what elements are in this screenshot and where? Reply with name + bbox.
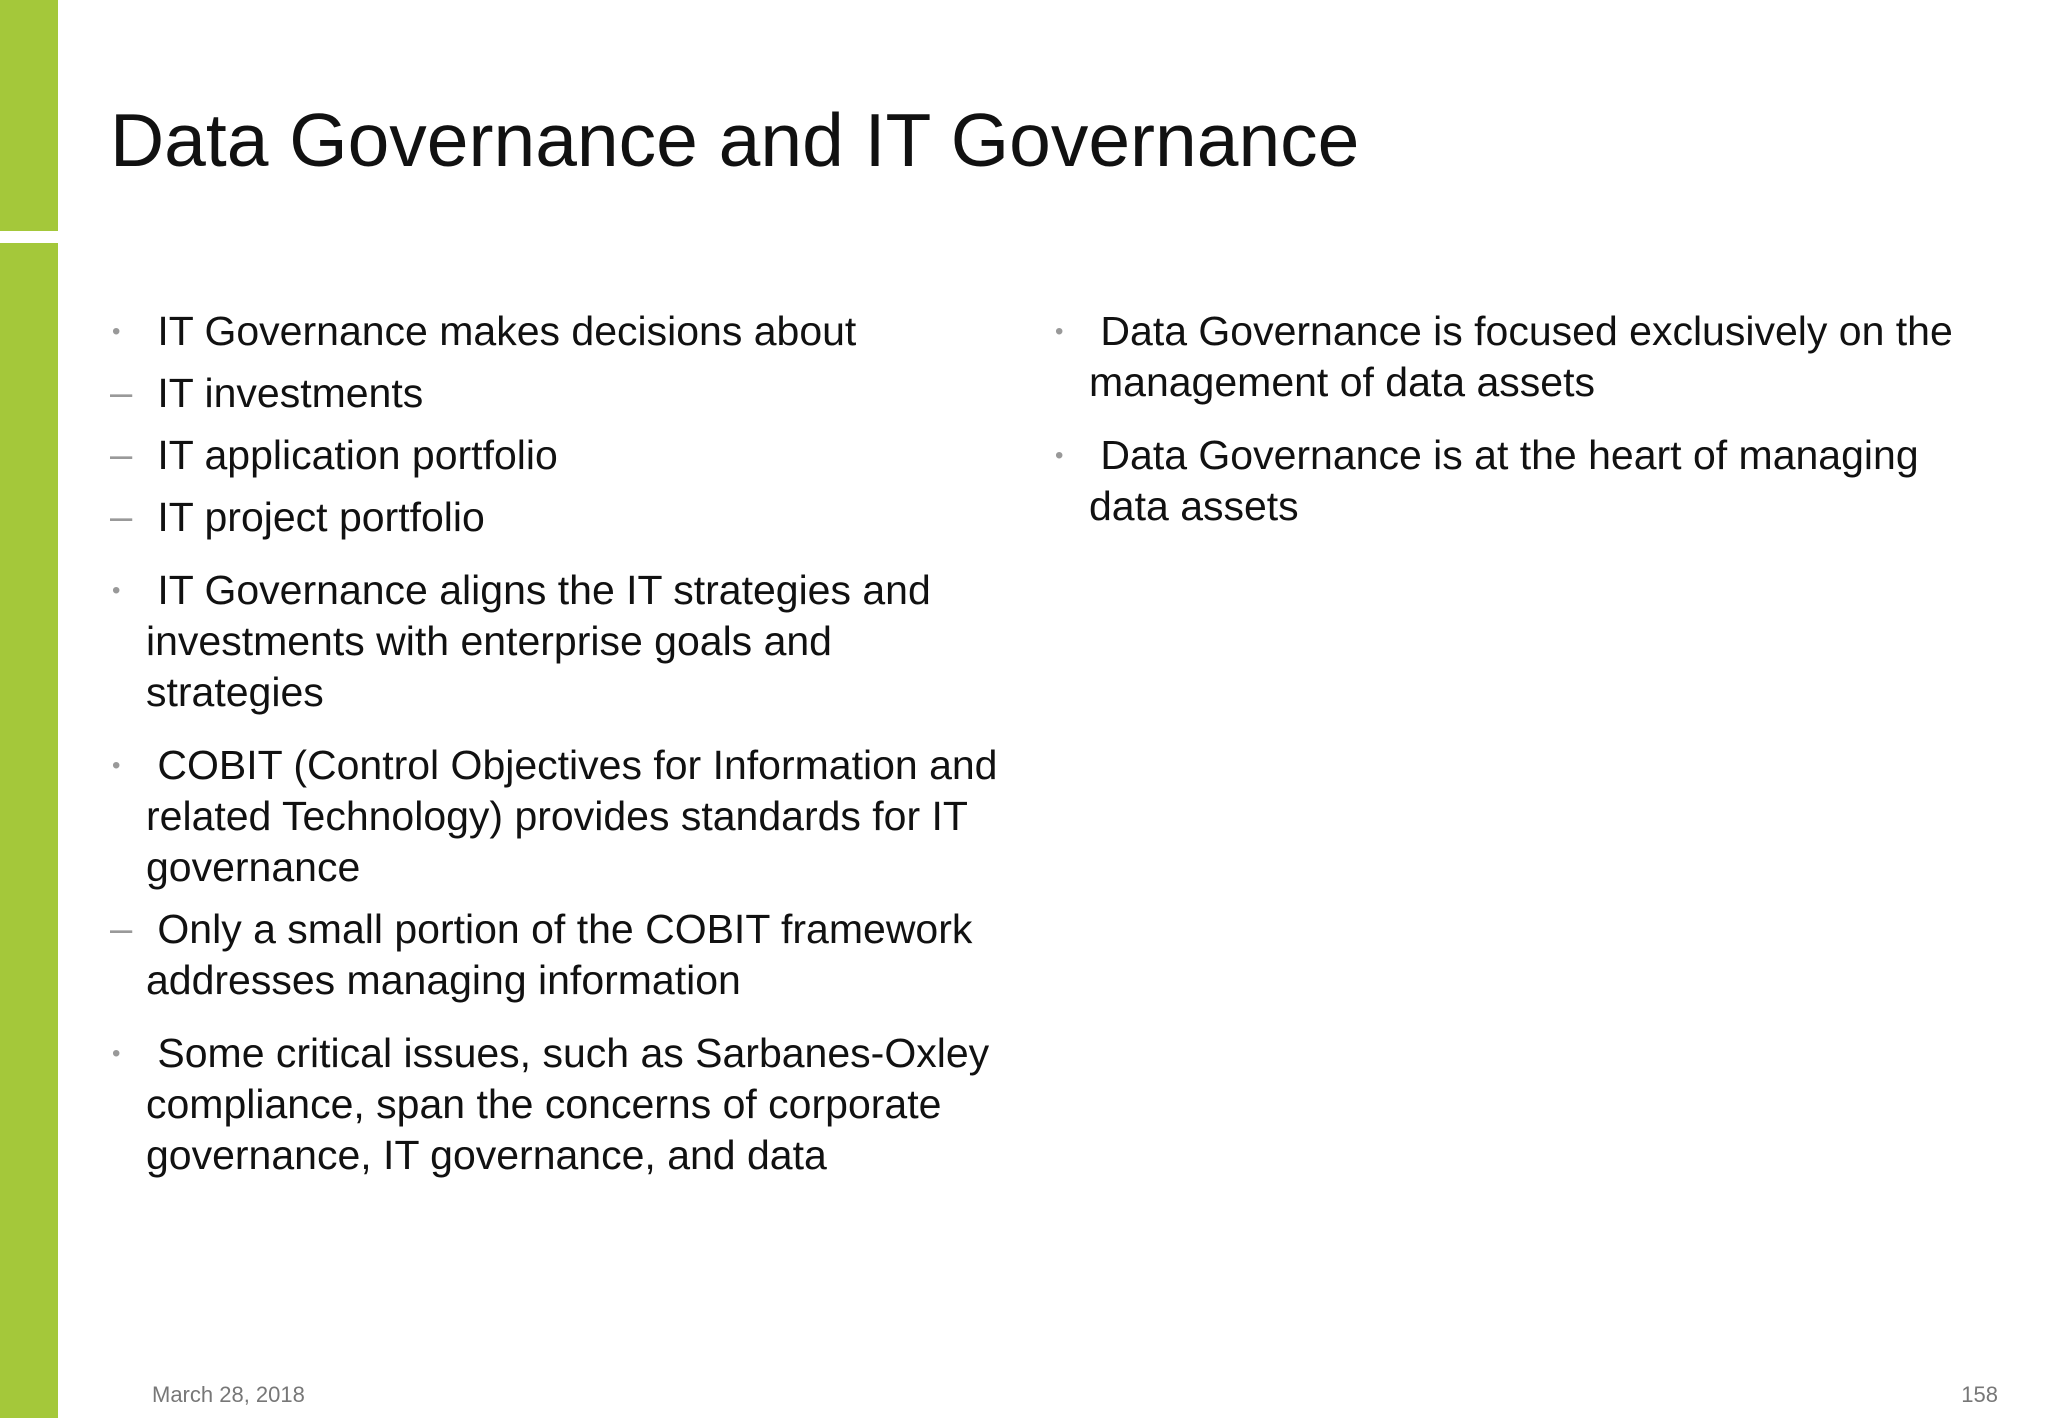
bullet-icon: • (112, 318, 121, 345)
dash-icon: – (110, 907, 133, 951)
slide-title: Data Governance and IT Governance (110, 98, 1360, 182)
bullet-icon: • (112, 752, 121, 779)
dash-icon: – (110, 433, 133, 477)
list-item: – Only a small portion of the COBIT framework addresses managing information (110, 906, 984, 1003)
list-item: – IT project portfolio (110, 492, 1010, 543)
list-item: – IT investments (110, 368, 1010, 419)
bullet-icon: • (112, 1040, 121, 1067)
bullet-icon: • (1055, 318, 1064, 345)
bullet-icon: • (1055, 442, 1064, 469)
accent-bar-top (0, 0, 58, 231)
accent-bar-bottom (0, 243, 58, 1418)
list-item: • Data Governance is at the heart of managing data assets (1055, 432, 1931, 529)
left-column (110, 306, 1010, 1181)
list-item: • IT Governance makes decisions about (110, 306, 1010, 357)
footer-date: March 28, 2018 (152, 1382, 305, 1407)
list-item: • Data Governance is focused exclusively on the management of data assets (1055, 308, 1965, 405)
list-item: – IT application portfolio (110, 430, 1010, 481)
bullet-icon: • (112, 577, 121, 604)
dash-icon: – (110, 371, 133, 415)
page-number: 158 (1961, 1382, 1998, 1407)
list-item: • COBIT (Control Objectives for Information and related Technology) provides standards for IT governance (112, 742, 1009, 890)
dash-icon: – (110, 495, 133, 539)
right-column (1053, 306, 1965, 532)
list-item: • Some critical issues, such as Sarbanes-Oxley compliance, span the concerns of corporate governance, IT governance, and data (112, 1030, 1001, 1178)
list-item: • IT Governance aligns the IT strategies and investments with enterprise goals and strategies (112, 567, 943, 715)
